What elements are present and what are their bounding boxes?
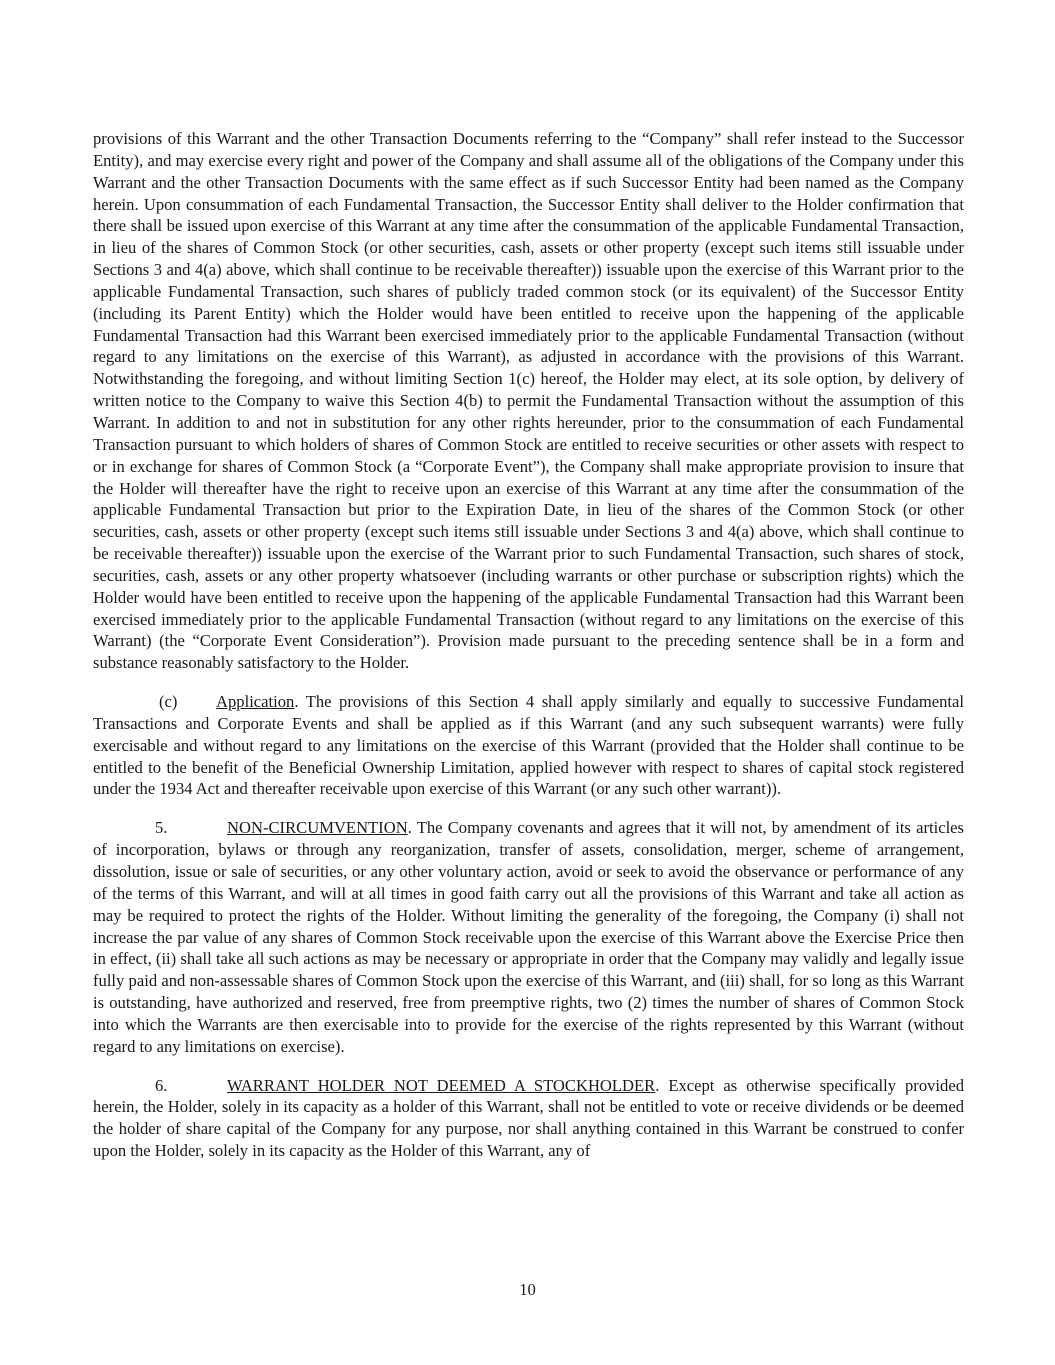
section-5-heading: NON-CIRCUMVENTION xyxy=(227,818,408,838)
page-number: 10 xyxy=(519,1280,536,1299)
section-5-number: 5. xyxy=(155,818,168,838)
section-6-paragraph xyxy=(93,1075,964,1162)
section-4c-text: . The provisions of this Section 4 shall apply similarly and equally to successive Fundamental Transactions and Corporate Events and shall be applied as if this Warrant (and any such subsequent warrants) were fully exercisable and without regard to any limitations on the exercise of this Warrant (provided that the Holder shall continue to be entitled to the benefit of the Beneficial Ownership Limitation, applied however with respect to shares of capital stock registered under the 1934 Act and thereafter receivable upon exercise of this Warrant (or any such other warrant)). xyxy=(93,692,964,799)
section-6-number: 6. xyxy=(155,1075,168,1095)
section-5-paragraph xyxy=(93,817,964,1057)
section-4c-paragraph xyxy=(93,691,964,800)
section-6-text: . Except as otherwise specifically provided herein, the Holder, solely in its capacity as a holder of this Warrant, shall not be entitled to vote or receive dividends or be deemed the holder of share capital of the Company for any purpose, nor shall anything contained in this Warrant be construed to confer upon the Holder, solely in its capacity as the Holder of this Warrant, any of xyxy=(93,1075,964,1161)
paragraph-4b-continuation: provisions of this Warrant and the other Transaction Documents referring to the “Company” shall refer instead to the Successor Entity), and may exercise every right and power of the Company and shall assume all of the obligations of the Company under this Warrant and the other Transaction Documents with the same effect as if such Successor Entity had been named as the Company herein. Upon consummation of each Fundamental Transaction, the Successor Entity shall deliver to the Holder confirmation that there shall be issued upon exercise of this Warrant at any time after the consummation of the applicable Fundamental Transaction, in lieu of the shares of Common Stock (or other securities, cash, assets or other property (except such items still issuable under Sections 3 and 4(a) above, which shall continue to be receivable thereafter)) issuable upon the exercise of this Warrant prior to the applicable Fundamental Transaction, such shares of publicly traded common stock (or its equivalent) of the Successor Entity (including its Parent Entity) which the Holder would have been entitled to receive upon the happening of the applicable Fundamental Transaction had this Warrant been exercised immediately prior to the applicable Fundamental Transaction (without regard to any limitations on the exercise of this Warrant), as adjusted in accordance with the provisions of this Warrant. Notwithstanding the foregoing, and without limiting Section 1(c) hereof, the Holder may elect, at its sole option, by delivery of written notice to the Company to waive this Section 4(b) to permit the Fundamental Transaction without the assumption of this Warrant. In addition to and not in substitution for any other rights hereunder, prior to the consummation of each Fundamental Transaction pursuant to which holders of shares of Common Stock are entitled to receive securities or other assets with respect to or in exchange for shares of Common Stock (a “Corporate Event”), the Company shall make appropriate provision to insure that the Holder will thereafter have the right to receive upon an exercise of this Warrant at any time after the consummation of the applicable Fundamental Transaction but prior to the Expiration Date, in lieu of the shares of the Common Stock (or other securities, cash, assets or other property (except such items still issuable under Sections 3 and 4(a) above, which shall continue to be receivable thereafter)) issuable upon the exercise of the Warrant prior to such Fundamental Transaction, such shares of stock, securities, cash, assets or any other property whatsoever (including warrants or other purchase or subscription rights) which the Holder would have been entitled to receive upon the happening of the applicable Fundamental Transaction had this Warrant been exercised immediately prior to the applicable Fundamental Transaction (without regard to any limitations on the exercise of this Warrant) (the “Corporate Event Consideration”). Provision made pursuant to the preceding sentence shall be in a form and substance reasonably satisfactory to the Holder. xyxy=(93,129,964,673)
document-page xyxy=(93,128,964,1162)
section-4c-label: (c) xyxy=(159,692,178,712)
section-5-text: . The Company covenants and agrees that it will not, by amendment of its articles of incorporation, bylaws or through any reorganization, transfer of assets, consolidation, merger, scheme of arrangement, dissolution, issue or sale of securities, or any other voluntary action, avoid or seek to avoid the observance or performance of any of the terms of this Warrant, and will at all times in good faith carry out all the provisions of this Warrant and take all action as may be required to protect the rights of the Holder. Without limiting the generality of the foregoing, the Company (i) shall not increase the par value of any shares of Common Stock receivable upon the exercise of this Warrant above the Exercise Price then in effect, (ii) shall take all such actions as may be necessary or appropriate in order that the Company may validly and legally issue fully paid and non-assessable shares of Common Stock upon the exercise of this Warrant, and (iii) shall, for so long as this Warrant is outstanding, have authorized and reserved, free from preemptive rights, two (2) times the number of shares of Common Stock into which the Warrants are then exercisable into to provide for the exercise of the rights represented by this Warrant (without regard to any limitations on exercise). xyxy=(93,818,964,1056)
section-6-heading: WARRANT HOLDER NOT DEEMED A STOCKHOLDER xyxy=(227,1075,656,1095)
section-4c-heading: Application xyxy=(216,692,295,712)
